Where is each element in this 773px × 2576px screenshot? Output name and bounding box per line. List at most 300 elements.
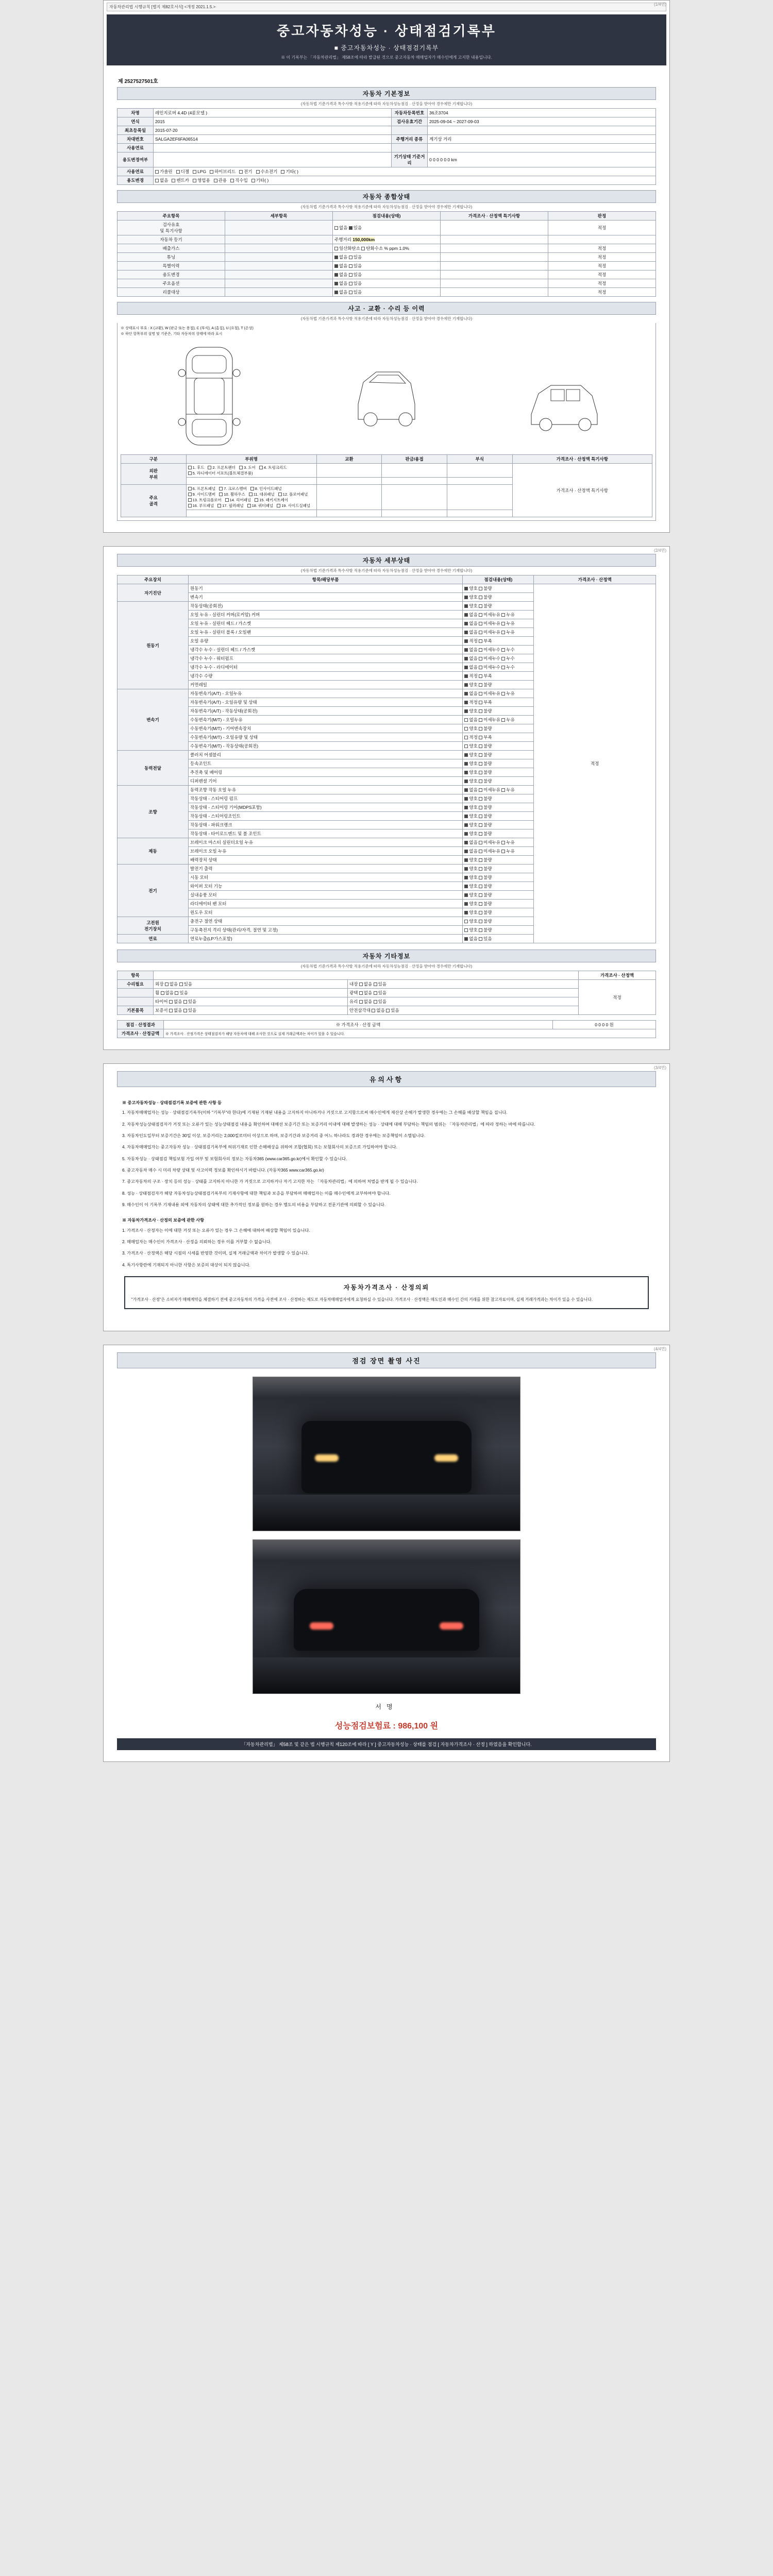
detail-item-label: 수동변속기(M/T) - 오일유량 및 상태 [189, 733, 463, 742]
detail-item-label: 오일 누유 - 실린더 커버(로커암) 커버 [189, 611, 463, 619]
detail-item-label: 변속기 [189, 593, 463, 602]
detail-item-state[interactable]: 양호 불량 [463, 768, 534, 777]
detail-item-state[interactable]: 적정 부족 [463, 637, 534, 646]
etc-result: 적정 [579, 980, 656, 1015]
basic-value-right [427, 126, 656, 135]
overall-key: 특별이력 [117, 262, 225, 270]
inner-rust-cell[interactable] [447, 485, 512, 510]
detail-item-label: 클러치 어셈블리 [189, 751, 463, 759]
outer-panel-note [186, 478, 316, 485]
detail-item-state[interactable]: 양호 불량 [463, 681, 534, 689]
overall-note [441, 270, 548, 279]
detail-item-state[interactable]: 양호 불량 [463, 751, 534, 759]
inner-weld-cell-2[interactable] [382, 510, 447, 517]
basic-value-right: 2025-09-04 ~ 2027-09-03 [427, 117, 656, 126]
parts-outer-label: 외판 부위 [121, 464, 187, 485]
overall-key: 용도변경 [117, 270, 225, 279]
outer-rust-cell[interactable] [447, 464, 512, 478]
notice-sub-item: 1. 가격조사 · 산정자는 이에 대한 거짓 또는 오류가 있는 경우 그 손해에 대하여 배상할 책임이 있습니다. [122, 1228, 310, 1233]
basic-info-row [117, 144, 656, 152]
detail-item-state[interactable]: 양호 불량 [463, 602, 534, 611]
fee-label: 성능점검보험료 : [334, 1722, 396, 1731]
etc-label: 기본품목 [117, 1006, 154, 1015]
overall-row [117, 279, 656, 288]
signature-label: 서명 [375, 1703, 398, 1711]
headlamp-right-icon [434, 1454, 458, 1462]
basic-label-right [391, 144, 427, 152]
overall-note [441, 244, 548, 253]
detail-group-label: 자기진단 [117, 584, 189, 602]
notice-item: 8. 성능 · 상태점검자가 해당 자동차성능상태점검기록부의 기재사항에 대한 책임과 보증을 부담하며 매매업자는 이를 매수인에게 교부하여야 합니다. [122, 1191, 391, 1196]
basic-value-right: 계기상 거리 [427, 135, 656, 144]
detail-item-label: 냉각수 누수 - 워터펌프 [189, 654, 463, 663]
overall-note [441, 288, 548, 297]
parts-inner-label: 주요 골격 [121, 485, 187, 517]
detail-item-state[interactable]: 양호 불량 [463, 777, 534, 786]
detail-item-label: 브레이크 마스터 실린더오일 누유 [189, 838, 463, 847]
outer-rust-cell-2[interactable] [447, 478, 512, 485]
etc-label [117, 997, 154, 1006]
parts-header-result: 가격조사 · 산정액 특기사항 [512, 455, 652, 464]
document-title-band [107, 14, 666, 65]
detail-item-label: 수동변속기(M/T) - 오일누유 [189, 716, 463, 724]
detail-item-label: 냉각수 누수 - 라디에이터 [189, 663, 463, 672]
overall-result: 적정 [548, 288, 656, 297]
etc-col-1[interactable]: 타이어 없음 있음 [154, 997, 348, 1006]
detail-item-state[interactable]: 없음 미세누유 누유 [463, 716, 534, 724]
inner-exchange-cell[interactable] [316, 485, 382, 510]
detail-item-label: 수동변속기(M/T) - 작동상태(공회전) [189, 742, 463, 751]
inspection-photo-1 [253, 1377, 520, 1531]
detail-item-label: 오일 유량 [189, 637, 463, 646]
warning-title: 자동차가격조사 · 산정의뢰 [343, 1284, 430, 1292]
photo-section-title: 점검 장면 촬영 사진 [117, 1352, 656, 1368]
parts-header-cell: 부식 [447, 455, 512, 464]
basic-value-right [427, 144, 656, 152]
detail-group-label: 조향 [117, 786, 189, 838]
inner-weld-cell[interactable] [382, 485, 447, 510]
detail-item-label: 원동기 [189, 584, 463, 593]
overall-result: 적정 [548, 270, 656, 279]
overall-state[interactable]: 없음 있음 [333, 279, 441, 288]
detail-item-label: 작동상태(공회전) [189, 602, 463, 611]
overall-sub [225, 279, 333, 288]
section-etc-note: (자동차법 기준가격과 특수사항 적용기준에 따라 자동차성능점검 · 산정을 받아야 경우에만 기재합니다) [300, 964, 473, 969]
form-legal-note: 자동차관리법 시행규칙 [별지 제82호서식] <개정 2021.1.5.> [107, 3, 666, 11]
detail-item-label: 실내송풍 모터 [189, 891, 463, 900]
usage-options[interactable]: 없음 렌트카 영업용 관용 직수입 기타( ) [154, 176, 656, 185]
detail-item-state[interactable]: 양호 불량 [463, 821, 534, 829]
detail-item-label: 오일 누유 - 실린더 블록 / 오일팬 [189, 628, 463, 637]
basic-label-left: 용도변경여부 [117, 152, 154, 167]
detail-header-cell: 가격조사 · 산정액 [534, 575, 656, 584]
section-detail-note: (자동차법 기준가격과 특수사항 적용기준에 따라 자동차성능점검 · 산정을 받아야 경우에만 기재합니다) [300, 568, 473, 573]
overall-note [441, 221, 548, 235]
overall-state[interactable]: 없음 있음 [333, 221, 441, 235]
warning-box [124, 1276, 649, 1309]
overall-state[interactable]: 없음 있음 [333, 288, 441, 297]
detail-item-label: 오일 누유 - 실린더 헤드 / 가스켓 [189, 619, 463, 628]
inner-rust-cell-2[interactable] [447, 510, 512, 517]
document-subnote: ※ 이 기록부는 「자동차관리법」 제58조에 따라 발급된 것으로 중고자동차 매매업자가 매수인에게 고지한 내용입니다. [281, 55, 492, 60]
parts-header-cell: 부위명 [186, 455, 316, 464]
basic-label-left: 차대번호 [117, 135, 154, 144]
legend-line-1: ※ 상태표시 부호 : X (교환), W (판금 또는 용접), C (부식), A (흠집), U (요철), T (손상) [121, 327, 254, 330]
overall-key: 배출가스 [117, 244, 225, 253]
basic-info-table [117, 108, 656, 185]
document-subtitle: ■ 중고자동차성능 · 상태점검기록부 [334, 44, 439, 52]
fuel-label: 사용연료 [117, 167, 154, 176]
price-survey-table [117, 1020, 656, 1038]
section-detail-title: 자동차 세부상태 [117, 554, 656, 567]
basic-label-right: 검사유효기간 [391, 117, 427, 126]
inner-exchange-cell-2[interactable] [316, 510, 382, 517]
detail-group-label: 전기 [117, 865, 189, 917]
detail-item-state[interactable]: 적정 부족 [463, 733, 534, 742]
footer-left: 「자동차관리법」 제58조 및 같은 법 시행규칙 제120조에 따라 [241, 1742, 367, 1748]
overall-state[interactable]: 주행거리 150,000km [333, 235, 441, 244]
fee-row [117, 1715, 656, 1733]
overall-row [117, 253, 656, 262]
detail-item-state[interactable]: 없음 미세누수 누수 [463, 646, 534, 654]
basic-label-right: 자동차등록번호 [391, 109, 427, 117]
inner-panel-list: 6. 프론트패널 7. 크로스멤버 8. 인사이드패널9. 사이드멤버 10. 휠하우스 11. 대쉬패널 12. 플로어패널13. 트렁크플로어 14. 리어패널 15. 패키지트레이16. 루프패널 17. 필러패널 18. 쿼터패널 19. 사이드실패널 [186, 485, 316, 510]
detail-item-label: 라디에이터 팬 모터 [189, 900, 463, 908]
overall-sub [225, 270, 333, 279]
detail-item-label: 발전기 출력 [189, 865, 463, 873]
etc-row [117, 1006, 656, 1015]
detail-result: 적정 [534, 584, 656, 943]
page-tag-1: (1/4면) [653, 2, 666, 7]
detail-item-state[interactable]: 양호 불량 [463, 584, 534, 593]
basic-usage-row [117, 176, 656, 185]
etc-row [117, 989, 656, 997]
section-etc-title: 자동차 기타정보 [117, 950, 656, 962]
detail-header-cell: 점검내용(상태) [463, 575, 534, 584]
etc-col-2[interactable]: 광택 없음 있음 [348, 989, 579, 997]
notice-sub-item: 4. 특기사항란에 기재되지 아니한 사항은 보증의 대상이 되지 않습니다. [122, 1262, 250, 1267]
overall-state[interactable]: 없음 있음 [333, 270, 441, 279]
etc-head-item: 항목 [117, 971, 154, 980]
detail-item-state[interactable]: 양호 불량 [463, 759, 534, 768]
basic-label-left: 차명 [117, 109, 154, 117]
overall-note [441, 279, 548, 288]
section-accident-note: (자동차법 기준가격과 특수사항 적용기준에 따라 자동차성능점검 · 산정을 받아야 경우에만 기재합니다) [300, 316, 473, 321]
detail-item-label: 등속조인트 [189, 759, 463, 768]
overall-sub [225, 235, 333, 244]
detail-item-state[interactable]: 적정 부족 [463, 672, 534, 681]
detail-item-label: 수동변속기(M/T) - 기어변속장치 [189, 724, 463, 733]
overall-state[interactable]: 일산화탄소 탄화수소 % ppm 1.0% [333, 244, 441, 253]
detail-item-label: 냉각수 수량 [189, 672, 463, 681]
car-diagram-right [525, 342, 602, 450]
basic-label-right: 주행거리 종류 [391, 135, 427, 144]
overall-key: 자동차 등기 [117, 235, 225, 244]
etc-col-2[interactable]: 내장 없음 있음 [348, 980, 579, 989]
detail-header-cell: 항목/해당부품 [189, 575, 463, 584]
detail-item-state[interactable]: 양호 불량 [463, 829, 534, 838]
photo-floor-2 [253, 1657, 520, 1693]
basic-value-left: 2015-07-20 [154, 126, 392, 135]
car-photo-rear [294, 1589, 479, 1651]
overall-state[interactable]: 없음 있음 [333, 253, 441, 262]
detail-item-label: 커먼레일 [189, 681, 463, 689]
detail-item-label: 동력조향 작동 오일 누유 [189, 786, 463, 794]
basic-info-row [117, 135, 656, 144]
overall-note [441, 253, 548, 262]
overall-result: 적정 [548, 262, 656, 270]
detail-item-state[interactable]: 없음 있음 [463, 935, 534, 943]
detail-group-label: 변속기 [117, 689, 189, 751]
notice-item: 3. 자동차인도일부터 보증기간은 30일 이상, 보증거리는 2,000킬로미터 이상으로 하며, 보증기간과 보증거리 중 어느 하나라도 경과한 경우에는 보증책임이 소멸됩니다. [122, 1133, 426, 1139]
photo-floor-1 [253, 1495, 520, 1531]
notice-body [117, 1087, 656, 1319]
detail-group-label: 원동기 [117, 602, 189, 689]
page-tag-3: (3/4면) [653, 1065, 666, 1070]
etc-col-2[interactable]: 안전삼각대 없음 있음 [348, 1006, 579, 1015]
detail-item-state[interactable]: 양호 불량 [463, 891, 534, 900]
document-number: 제 2527527501호 [118, 79, 158, 84]
price-amount: 0 0 0 0 원 [553, 1021, 656, 1029]
notice-item: 9. 매수인이 이 기록부 기재내용 외에 자동차의 상태에 대한 추가적인 정보를 원하는 경우 별도의 비용을 부담하고 전문기관에 의뢰할 수 있습니다. [122, 1202, 386, 1208]
etc-info-table [117, 971, 656, 1015]
overall-row [117, 221, 656, 235]
price-left-label: 점검 · 산정결과 [117, 1021, 164, 1029]
detail-item-state[interactable]: 없음 미세누유 누유 [463, 611, 534, 619]
etc-col-1[interactable]: 외장 없음 있음 [154, 980, 348, 989]
detail-item-state[interactable]: 없음 미세누유 누유 [463, 847, 534, 856]
overall-header-cell: 점검내용(상태) [333, 212, 441, 221]
overall-result: 적정 [548, 244, 656, 253]
basic-value-right: 0 0 0 0 0 0 km [427, 152, 656, 167]
section-overall-note: (자동차법 기준가격과 특수사항 적용기준에 따라 자동차성능점검 · 산정을 받아야 경우에만 기재합니다) [300, 205, 473, 209]
overall-note [441, 235, 548, 244]
footer-right: [ Y ] 중고자동차성능 · 상태를 점검 [ 자동차가격조사 · 산정 ] 하였음을 확인합니다. [367, 1742, 532, 1748]
notice-subhead: ※ 자동차가격조사 · 산정의 보증에 관한 사항 [122, 1218, 205, 1223]
detail-item-label: 자동변속기(A/T) - 오일유량 및 상태 [189, 698, 463, 707]
footer-band [117, 1738, 656, 1750]
detail-item-state[interactable]: 양호 불량 [463, 917, 534, 926]
car-diagram-left [171, 342, 248, 450]
overall-key: 튜닝 [117, 253, 225, 262]
detail-item-state[interactable]: 양호 불량 [463, 856, 534, 865]
page-2 [103, 546, 670, 1050]
detail-group-label: 고전원 전기장치 [117, 917, 189, 935]
detail-item-state[interactable]: 없음 미세누유 누유 [463, 786, 534, 794]
basic-info-row [117, 152, 656, 167]
detail-state-table [117, 575, 656, 943]
overall-key: 검사유효 및 특기사항 [117, 221, 225, 235]
outer-weld-cell[interactable] [382, 464, 447, 478]
detail-item-state[interactable]: 없음 미세누수 누수 [463, 663, 534, 672]
detail-item-label: 브레이크 오일 누유 [189, 847, 463, 856]
accident-result-note: 가격조사 · 산정액 특기사항 [512, 464, 652, 517]
notice-item: 7. 중고자동차의 구조 · 장치 등의 성능 · 상태를 고지하지 아니한 가 거짓으로 고지하거나 자기 고지한 자는 「자동차관리법」에 의하여 처벌을 받게 될 수 있습니다. [122, 1179, 418, 1184]
notice-title: 유의사항 [117, 1071, 656, 1087]
accident-diagram [117, 323, 656, 521]
basic-value-left [154, 144, 392, 152]
basic-info-row [117, 109, 656, 117]
overall-row [117, 262, 656, 270]
detail-item-state[interactable]: 양호 불량 [463, 803, 534, 812]
overall-table [117, 211, 656, 297]
basic-label-right [391, 126, 427, 135]
detail-item-state[interactable]: 양호 불량 [463, 724, 534, 733]
detail-item-state[interactable]: 적정 부족 [463, 698, 534, 707]
notice-item: 6. 중고자동차 매수 시 미리 차량 상태 및 사고이력 정보를 확인하시기 바랍니다. (자동차365 www.car365.go.kr) [122, 1168, 324, 1173]
basic-value-left: SALGA2EF6FA06514 [154, 135, 392, 144]
overall-row [117, 235, 656, 244]
overall-header-cell: 가격조사 · 산정액 특기사항 [441, 212, 548, 221]
detail-item-state[interactable]: 없음 미세누수 누수 [463, 654, 534, 663]
detail-item-state[interactable]: 양호 불량 [463, 794, 534, 803]
detail-item-label: 작동상태 - 스티어링 펌프 [189, 794, 463, 803]
notice-item: 4. 자동차매매업자는 중고자동차 성능 · 상태점검기록부에 허위기재로 인한 손해배상을 위하여 조합(협회) 또는 보험회사의 보증으로 가입하여야 합니다. [122, 1145, 397, 1150]
detail-item-state[interactable]: 없음 미세누유 누유 [463, 689, 534, 698]
overall-row [117, 244, 656, 253]
detail-item-label: 자동변속기(A/T) - 작동상태(공회전) [189, 707, 463, 716]
page-title: 중고자동차성능 · 상태점검기록부 [277, 23, 496, 39]
detail-item-state[interactable]: 양호 불량 [463, 593, 534, 602]
notice-item: 1. 자동차매매업자는 성능 · 상태점검기록부(이하 "기록부"라 한다)에 기재된 기재된 내용을 고지하지 아니하거나 거짓으로 고지함으로써 매수인에게 재산상 손해가 발생한 경우에는 그 손해를 배상할 책임을 집니다. [122, 1110, 508, 1115]
detail-item-state[interactable]: 양호 불량 [463, 926, 534, 935]
detail-group-label: 제동 [117, 838, 189, 865]
detail-item-label: 배력장치 상태 [189, 856, 463, 865]
outer-exchange-cell[interactable] [316, 464, 382, 478]
fuel-options[interactable]: 가솔린 디젤 LPG 하이브리드 전기 수소전기 기타( ) [154, 167, 656, 176]
basic-info-row [117, 117, 656, 126]
overall-result [548, 235, 656, 244]
basic-label-left: 연식 [117, 117, 154, 126]
overall-sub [225, 244, 333, 253]
detail-item-label: 작동상태 - 스티어링조인트 [189, 812, 463, 821]
etc-col-1[interactable]: 보증서 없음 있음 [154, 1006, 348, 1015]
basic-info-row [117, 126, 656, 135]
outer-weld-cell-2[interactable] [382, 478, 447, 485]
section-basic-note: (자동차법 기준가격과 특수사항 적용기준에 따라 자동차성능점검 · 산정을 받아야 경우에만 기재합니다) [300, 101, 473, 106]
page-3 [103, 1063, 670, 1331]
etc-row [117, 980, 656, 989]
detail-item-label: 자동변속기(A/T) - 오일누유 [189, 689, 463, 698]
detail-item-state[interactable]: 양호 불량 [463, 900, 534, 908]
section-basic-title: 자동차 기본정보 [117, 87, 656, 100]
notice-sub-item: 3. 가격조사 · 산정액은 해당 시점의 시세를 반영한 것이며, 실제 거래금액과 차이가 발생할 수 있습니다. [122, 1251, 309, 1256]
detail-group-label: 연료 [117, 935, 189, 943]
detail-item-label: 시동 모터 [189, 873, 463, 882]
etc-col-2[interactable]: 유리 없음 있음 [348, 997, 579, 1006]
basic-label-left: 최초등록일 [117, 126, 154, 135]
detail-item-state[interactable]: 양호 불량 [463, 742, 534, 751]
notice-item: 2. 자동차성능상태점검자가 거짓 또는 오류가 있는 성능상태점검 내용을 확인하여 대해선 보증기간 또는 보증거리 이내에 대해 발생하는 성능 · 상태에 대해 부담하는 책임의 범위는 「자동차관리법」에 따라 정하는 바에 따릅니다. [122, 1122, 535, 1127]
detail-item-label: 윈도우 모터 [189, 908, 463, 917]
usage-label: 용도변경 [117, 176, 154, 185]
etc-col-1[interactable]: 휠 없음 있음 [154, 989, 348, 997]
overall-sub [225, 288, 333, 297]
detail-item-label: 추진축 및 베어링 [189, 768, 463, 777]
detail-item-label: 디퍼렌셜 기어 [189, 777, 463, 786]
fee-value: 986,100 원 [398, 1722, 439, 1731]
basic-label-right: 기기상태 기준거리 [391, 152, 427, 167]
etc-label [117, 989, 154, 997]
price-right-label: 가격조사 · 산정금액 [117, 1029, 164, 1038]
inner-panel-note [186, 510, 316, 517]
overall-note [441, 262, 548, 270]
detail-header-cell: 주요장치 [117, 575, 189, 584]
parts-header-cell: 판금/용접 [382, 455, 447, 464]
detail-item-state[interactable]: 없음 미세누유 누유 [463, 838, 534, 847]
overall-key: 주요옵션 [117, 279, 225, 288]
page-tag-4: (4/4면) [653, 1347, 666, 1352]
photo-glow-1 [253, 1377, 520, 1398]
detail-item-label: 구동축전지 격리 상태(관리/자격, 절연 및 고정) [189, 926, 463, 935]
detail-item-state[interactable]: 양호 불량 [463, 865, 534, 873]
detail-item-state[interactable]: 양호 불량 [463, 812, 534, 821]
parts-header-cell: 교환 [316, 455, 382, 464]
page-tag-2: (2/4면) [653, 548, 666, 553]
overall-result: 적정 [548, 279, 656, 288]
detail-item-label: 충전구 절연 상태 [189, 917, 463, 926]
etc-head-result: 가격조사 · 산정액 [579, 971, 656, 980]
parts-header-cell: 구분 [121, 455, 187, 464]
basic-fuel-row [117, 167, 656, 176]
inspection-photo-2 [253, 1539, 520, 1694]
detail-item-state[interactable]: 없음 미세누유 누유 [463, 619, 534, 628]
detail-item-state[interactable]: 양호 불량 [463, 707, 534, 716]
etc-head-content [154, 971, 579, 980]
detail-item-state[interactable]: 없음 미세누유 누유 [463, 628, 534, 637]
overall-result: 적정 [548, 221, 656, 235]
detail-item-label: 작동상태 - 파워크랭크 [189, 821, 463, 829]
taillamp-right-icon [440, 1622, 463, 1630]
overall-row [117, 288, 656, 297]
photo-glow-2 [253, 1540, 520, 1561]
overall-sub [225, 221, 333, 235]
outer-exchange-cell-2[interactable] [316, 478, 382, 485]
car-diagram-center [348, 342, 425, 450]
page-4 [103, 1345, 670, 1762]
detail-item-label: 와이퍼 모터 기능 [189, 882, 463, 891]
accident-parts-table [121, 454, 652, 517]
detail-item-label: 냉각수 누수 - 실린더 헤드 / 가스켓 [189, 646, 463, 654]
etc-label: 수리필요 [117, 980, 154, 989]
basic-label-left: 사용연료 [117, 144, 154, 152]
detail-item-label: 연료누출(LP가스포함) [189, 935, 463, 943]
basic-value-left: 레인지로버 4.4D (4륜모델 ) [154, 109, 392, 117]
detail-item-label: 작동상태 - 스티어링 기어(MDPS포함) [189, 803, 463, 812]
overall-sub [225, 253, 333, 262]
detail-row [117, 584, 656, 593]
detail-item-state[interactable]: 양호 불량 [463, 908, 534, 917]
detail-item-state[interactable]: 양호 불량 [463, 873, 534, 882]
section-accident-title: 사고 · 교환 · 수리 등 이력 [117, 302, 656, 315]
detail-item-label: 작동상태 - 타이로드엔드 및 볼 조인트 [189, 829, 463, 838]
overall-header-cell: 판정 [548, 212, 656, 221]
basic-value-right: 36조3704 [427, 109, 656, 117]
etc-row [117, 997, 656, 1006]
warning-body: "가격조사 · 산정"은 소비자가 매매계약을 체결하기 전에 중고자동차의 가격을 사전에 조사 · 산정하는 제도로 자동차매매업자에게 요청하실 수 있습니다. 가격조사 · 산정액은 매도인과 매수인 간의 거래를 위한 참고자료이며, 실제 거래가격과는 차이가 있을 수 있습니다. [131, 1297, 593, 1302]
headlamp-left-icon [315, 1454, 339, 1462]
overall-sub [225, 262, 333, 270]
detail-item-state[interactable]: 양호 불량 [463, 882, 534, 891]
overall-state[interactable]: 없음 있음 [333, 262, 441, 270]
price-note: ※ 가격조사 · 산정가격은 상태점검자가 해당 자동차에 대해 조사한 것으로 실제 거래금액과는 차이가 있을 수 있습니다. [164, 1029, 656, 1038]
overall-result: 적정 [548, 253, 656, 262]
overall-key: 리콜대상 [117, 288, 225, 297]
detail-group-label: 동력전달 [117, 751, 189, 786]
price-title: ※ 가격조사 · 산정 금액 [164, 1021, 553, 1029]
legend-line-2: ※ 하단 항목부위 설명 및 기준은, 기타 자동차의 상태에 따라 표시 [121, 332, 223, 336]
notice-item: 5. 자동차성능 · 상태점검 책임보험 가입 여부 및 보험회사의 정보는 자동차365 (www.car365.go.kr)에서 확인할 수 있습니다. [122, 1156, 347, 1161]
